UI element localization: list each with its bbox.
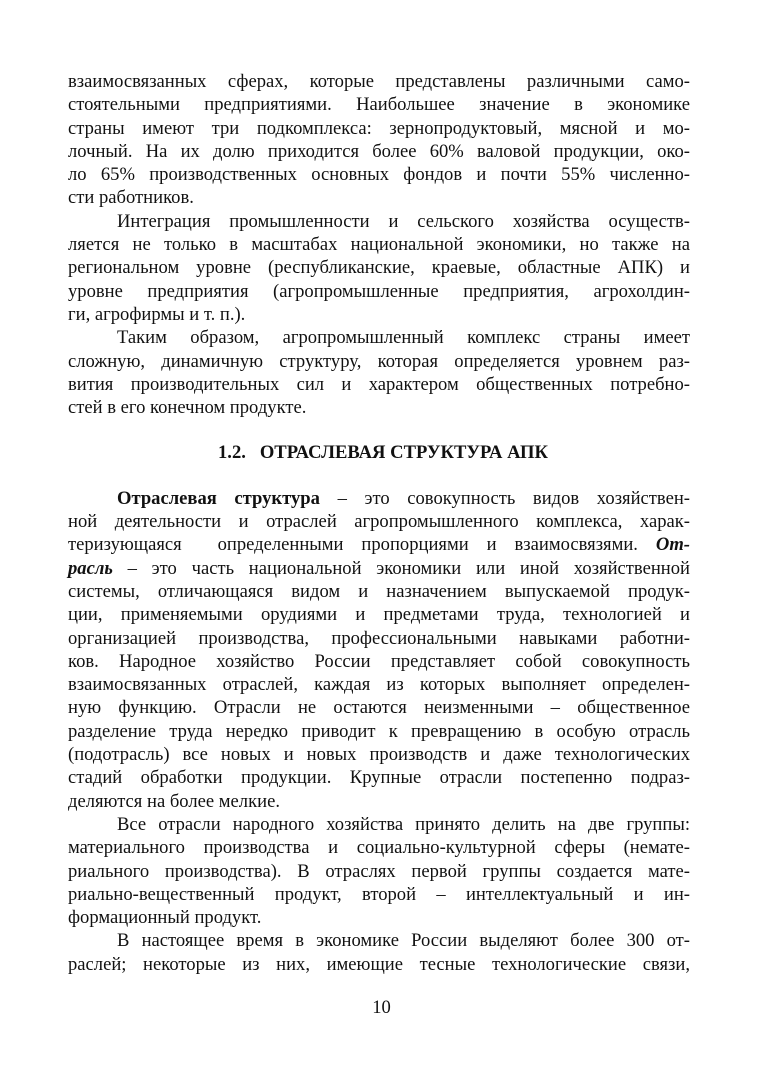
page-number: 10	[372, 997, 391, 1018]
text-line: В настоящее время в экономике России выделяют более 300 от-	[117, 930, 690, 952]
paragraph	[68, 326, 690, 419]
text-line: уровне предприятия (агропромышленные предприятия, агрохолдин-	[68, 280, 690, 302]
text-span: – это часть национальной экономики или иной хозяйственной	[112, 557, 690, 579]
paragraph	[68, 813, 690, 929]
text-line: сти работников.	[68, 187, 194, 209]
text-span: теризующаяся определенными пропорциями и взаимосвязями.	[68, 534, 656, 556]
text-line: сложную, динамичную структуру, которая определяется уровнем раз-	[68, 350, 690, 372]
text-line: взаимосвязанных сферах, которые представлены различными само-	[68, 71, 690, 92]
text-line: региональном уровне (республиканские, краевые, областные АПК) и	[68, 257, 690, 279]
text-line: взаимосвязанных отраслей, каждая из которых выполняет определен-	[68, 674, 690, 696]
text-line	[68, 533, 690, 556]
text-line: организацией производства, профессиональными навыками работни-	[68, 627, 690, 649]
text-line: деляются на более мелкие.	[68, 790, 280, 812]
text-line	[68, 487, 690, 510]
term-otrasl-part2: расль	[68, 557, 113, 579]
text-line: (подотрасль) все новых и новых производств и даже технологических	[68, 744, 690, 766]
text-line: формационный продукт.	[68, 907, 262, 929]
text-line: ги, агрофирмы и т. п.).	[68, 303, 246, 325]
text-line: разделение труда нередко приводит к превращению в особую отрасль	[68, 720, 690, 742]
term-otraslevaya-struktura: Отраслевая структура	[117, 487, 320, 509]
section-heading: 1.2. ОТРАСЛЕВАЯ СТРУКТУРА АПК	[218, 442, 548, 464]
text-line: ной деятельности и отраслей агропромышленного комплекса, харак-	[68, 511, 690, 533]
text-line: материального производства и социально-культурной сферы (немате-	[68, 837, 690, 859]
text-line: Интеграция промышленности и сельского хозяйства осуществ-	[117, 210, 690, 232]
text-line: раслей; некоторые из них, имеющие тесные технологические связи,	[68, 953, 690, 975]
text-line: вития производительных сил и характером общественных потребно-	[68, 373, 690, 395]
text-line: системы, отличающаяся видом и назначением выпускаемой продук-	[68, 580, 690, 602]
text-line: лочный. На их долю приходится более 60% валовой продукции, око-	[68, 140, 690, 162]
text-line: Все отрасли народного хозяйства принято делить на две группы:	[117, 813, 690, 835]
paragraph	[68, 929, 690, 976]
paragraph-continuation	[68, 70, 690, 210]
text-line: Таким образом, агропромышленный комплекс страны имеет	[117, 327, 690, 349]
text-line: ло 65% производственных основных фондов и почти 55% численно-	[68, 164, 690, 186]
text-line: стоятельными предприятиями. Наибольшее значение в экономике	[68, 94, 690, 116]
text-line: ную функцию. Отрасли не остаются неизменными – общественное	[68, 697, 690, 719]
text-line: риального производства). В отраслях первой группы создается мате-	[68, 860, 690, 882]
page-body	[68, 70, 690, 976]
text-line: ков. Народное хозяйство России представляет собой совокупность	[68, 650, 690, 672]
definition-paragraph	[68, 487, 690, 813]
text-span: – это совокупность видов хозяйствен-	[319, 487, 690, 509]
paragraph	[68, 210, 690, 326]
text-line: стей в его конечном продукте.	[68, 397, 307, 419]
text-line: ции, применяемыми орудиями и предметами труда, технологией и	[68, 604, 690, 626]
text-line: страны имеют три подкомплекса: зернопродуктовый, мясной и мо-	[68, 117, 690, 139]
text-line: ляется не только в масштабах национальной экономики, но также на	[68, 234, 690, 256]
text-line	[68, 557, 690, 580]
text-line: риально-вещественный продукт, второй – интеллектуальный и ин-	[68, 883, 690, 905]
term-otrasl-part1: От-	[655, 534, 690, 556]
text-line: стадий обработки продукции. Крупные отрасли постепенно подраз-	[68, 767, 690, 789]
